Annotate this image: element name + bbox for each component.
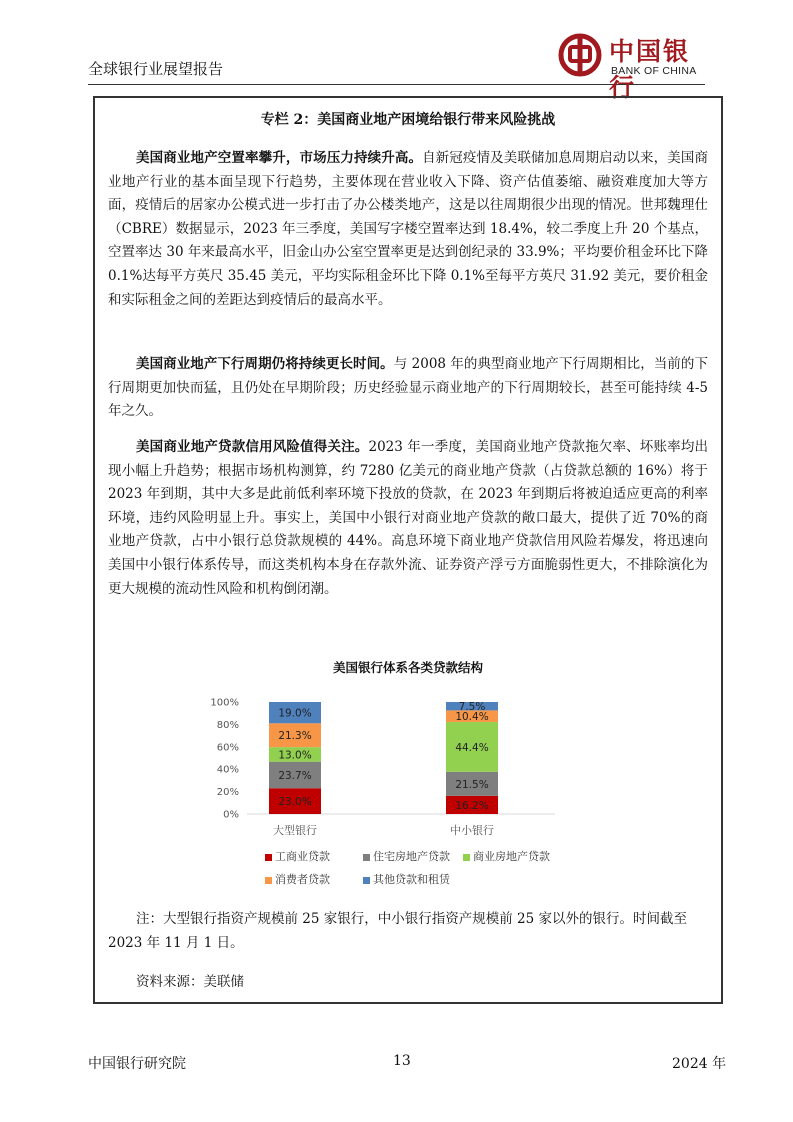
legend-label: 工商业贷款 [275,850,330,863]
paragraph-3-lead: 美国商业地产贷款信用风险值得关注。 [136,439,369,455]
chart-source: 资料来源：美联储 [136,974,244,990]
data-label: 19.0% [278,707,312,720]
paragraph-1 [108,147,708,312]
data-label: 10.4% [455,711,489,724]
footer-institute: 中国银行研究院 [88,1056,186,1072]
y-tick-label: 0% [223,809,239,821]
paragraph-2 [108,353,708,424]
paragraph-1-body: 自新冠疫情及美联储加息周期启动以来，美国商业地产行业的基本面呈现下行趋势，主要体现在营业收入下降、资产估值萎缩、融资难度加大等方面，疫情后的居家办公模式进一步打击了办公楼类地产，这是以往周期很少出现的情况。世邦魏理仕（CBRE）数据显示，2023 年三季度，美国写字楼空置率达到 18.4%，较二季度上升 20 个基点，空置率达 30 年来最高水平，旧金山办公室空置率更是达到创纪录的 33.9%；平均要价租金环比下降 0.1%达每平方英尺 35.45 美元，平均实际租金环比下降 0.1%至每平方英尺 31.92 美元，要价租金和实际租金之间的差距达到疫情后的最高水平。 [108,150,709,308]
footer-year: 2024 年 [672,1056,727,1072]
legend-label: 其他贷款和租赁 [373,873,450,886]
stacked-bar-chart [205,688,565,838]
bank-of-china-logo [557,30,707,102]
legend-item [463,848,550,864]
feature-box [93,96,723,1004]
y-tick-label: 100% [210,697,239,709]
x-category-label: 中小银行 [450,824,494,837]
legend-item [265,871,330,887]
legend-swatch [265,854,272,861]
chart-note: 注：大型银行指资产规模前 25 家银行，中小银行指资产规模前 25 家以外的银行。时间截至 2023 年 11 月 1 日。 [108,911,688,951]
bank-of-china-emblem-icon [557,32,603,78]
paragraph-1-lead: 美国商业地产空置率攀升，市场压力持续升高。 [136,150,423,166]
legend-swatch [363,877,370,884]
y-tick-label: 20% [216,787,239,799]
chart-title: 美国银行体系各类贷款结构 [332,660,483,675]
data-label: 44.4% [455,741,489,754]
x-category-label: 大型银行 [273,824,317,837]
y-tick-label: 40% [216,764,239,776]
data-label: 7.5% [458,701,486,714]
legend-label: 消费者贷款 [275,873,330,886]
y-tick-label: 60% [216,742,239,754]
legend-label: 住宅房地产贷款 [373,850,450,863]
legend-swatch [265,877,272,884]
legend-item [363,871,450,887]
data-label: 23.7% [278,769,312,782]
legend-label: 商业房地产贷款 [473,850,550,863]
paragraph-2-body: 与 2008 年的典型商业地产下行周期相比，当前的下行周期更加快而猛，且仍处在早期阶段；历史经验显示商业地产的下行周期较长，甚至可能持续 4-5 年之久。 [108,356,708,420]
legend-item [265,848,330,864]
box-title: 专栏 2：美国商业地产困境给银行带来风险挑战 [260,112,556,128]
legend-swatch [363,854,370,861]
paragraph-3-body: 2023 年一季度，美国商业地产贷款拖欠率、坏账率均出现小幅上升趋势；根据市场机构测算，约 7280 亿美元的商业地产贷款（占贷款总额的 16%）将于 2023 年到期，其中大多是此前低利率环境下投放的贷款，在 2023 年到期后将被迫适应更高的利率环境，违约风险明显上升。事实上，美国中小银行对商业地产贷款的敞口最大，提供了近 70%的商业地产贷款，占中小银行总贷款规模的 44%。高息环境下商业地产贷款信用风险若爆发，将迅速向美国中小银行体系传导，而这类机构本身在存款外流、证券资产浮亏方面脆弱性更大，不排除演化为更大规模的流动性风险和机构倒闭潮。 [108,439,708,597]
header-title: 全球银行业展望报告 [88,60,224,78]
y-tick-label: 80% [216,719,239,731]
data-label: 21.3% [278,730,312,743]
logo-chinese-text: 中国银行 [609,37,691,102]
data-label: 13.0% [278,749,312,762]
logo-english-text: BANK OF CHINA [611,65,697,77]
legend-swatch [463,854,470,861]
paragraph-2-lead: 美国商业地产下行周期仍将持续更长时间。 [136,356,394,372]
footer-page-number: 13 [393,1053,411,1069]
data-label: 21.5% [455,778,489,791]
data-label: 23.0% [278,796,312,809]
legend-item [363,848,450,864]
data-label: 16.2% [455,799,489,812]
paragraph-3 [108,436,708,601]
